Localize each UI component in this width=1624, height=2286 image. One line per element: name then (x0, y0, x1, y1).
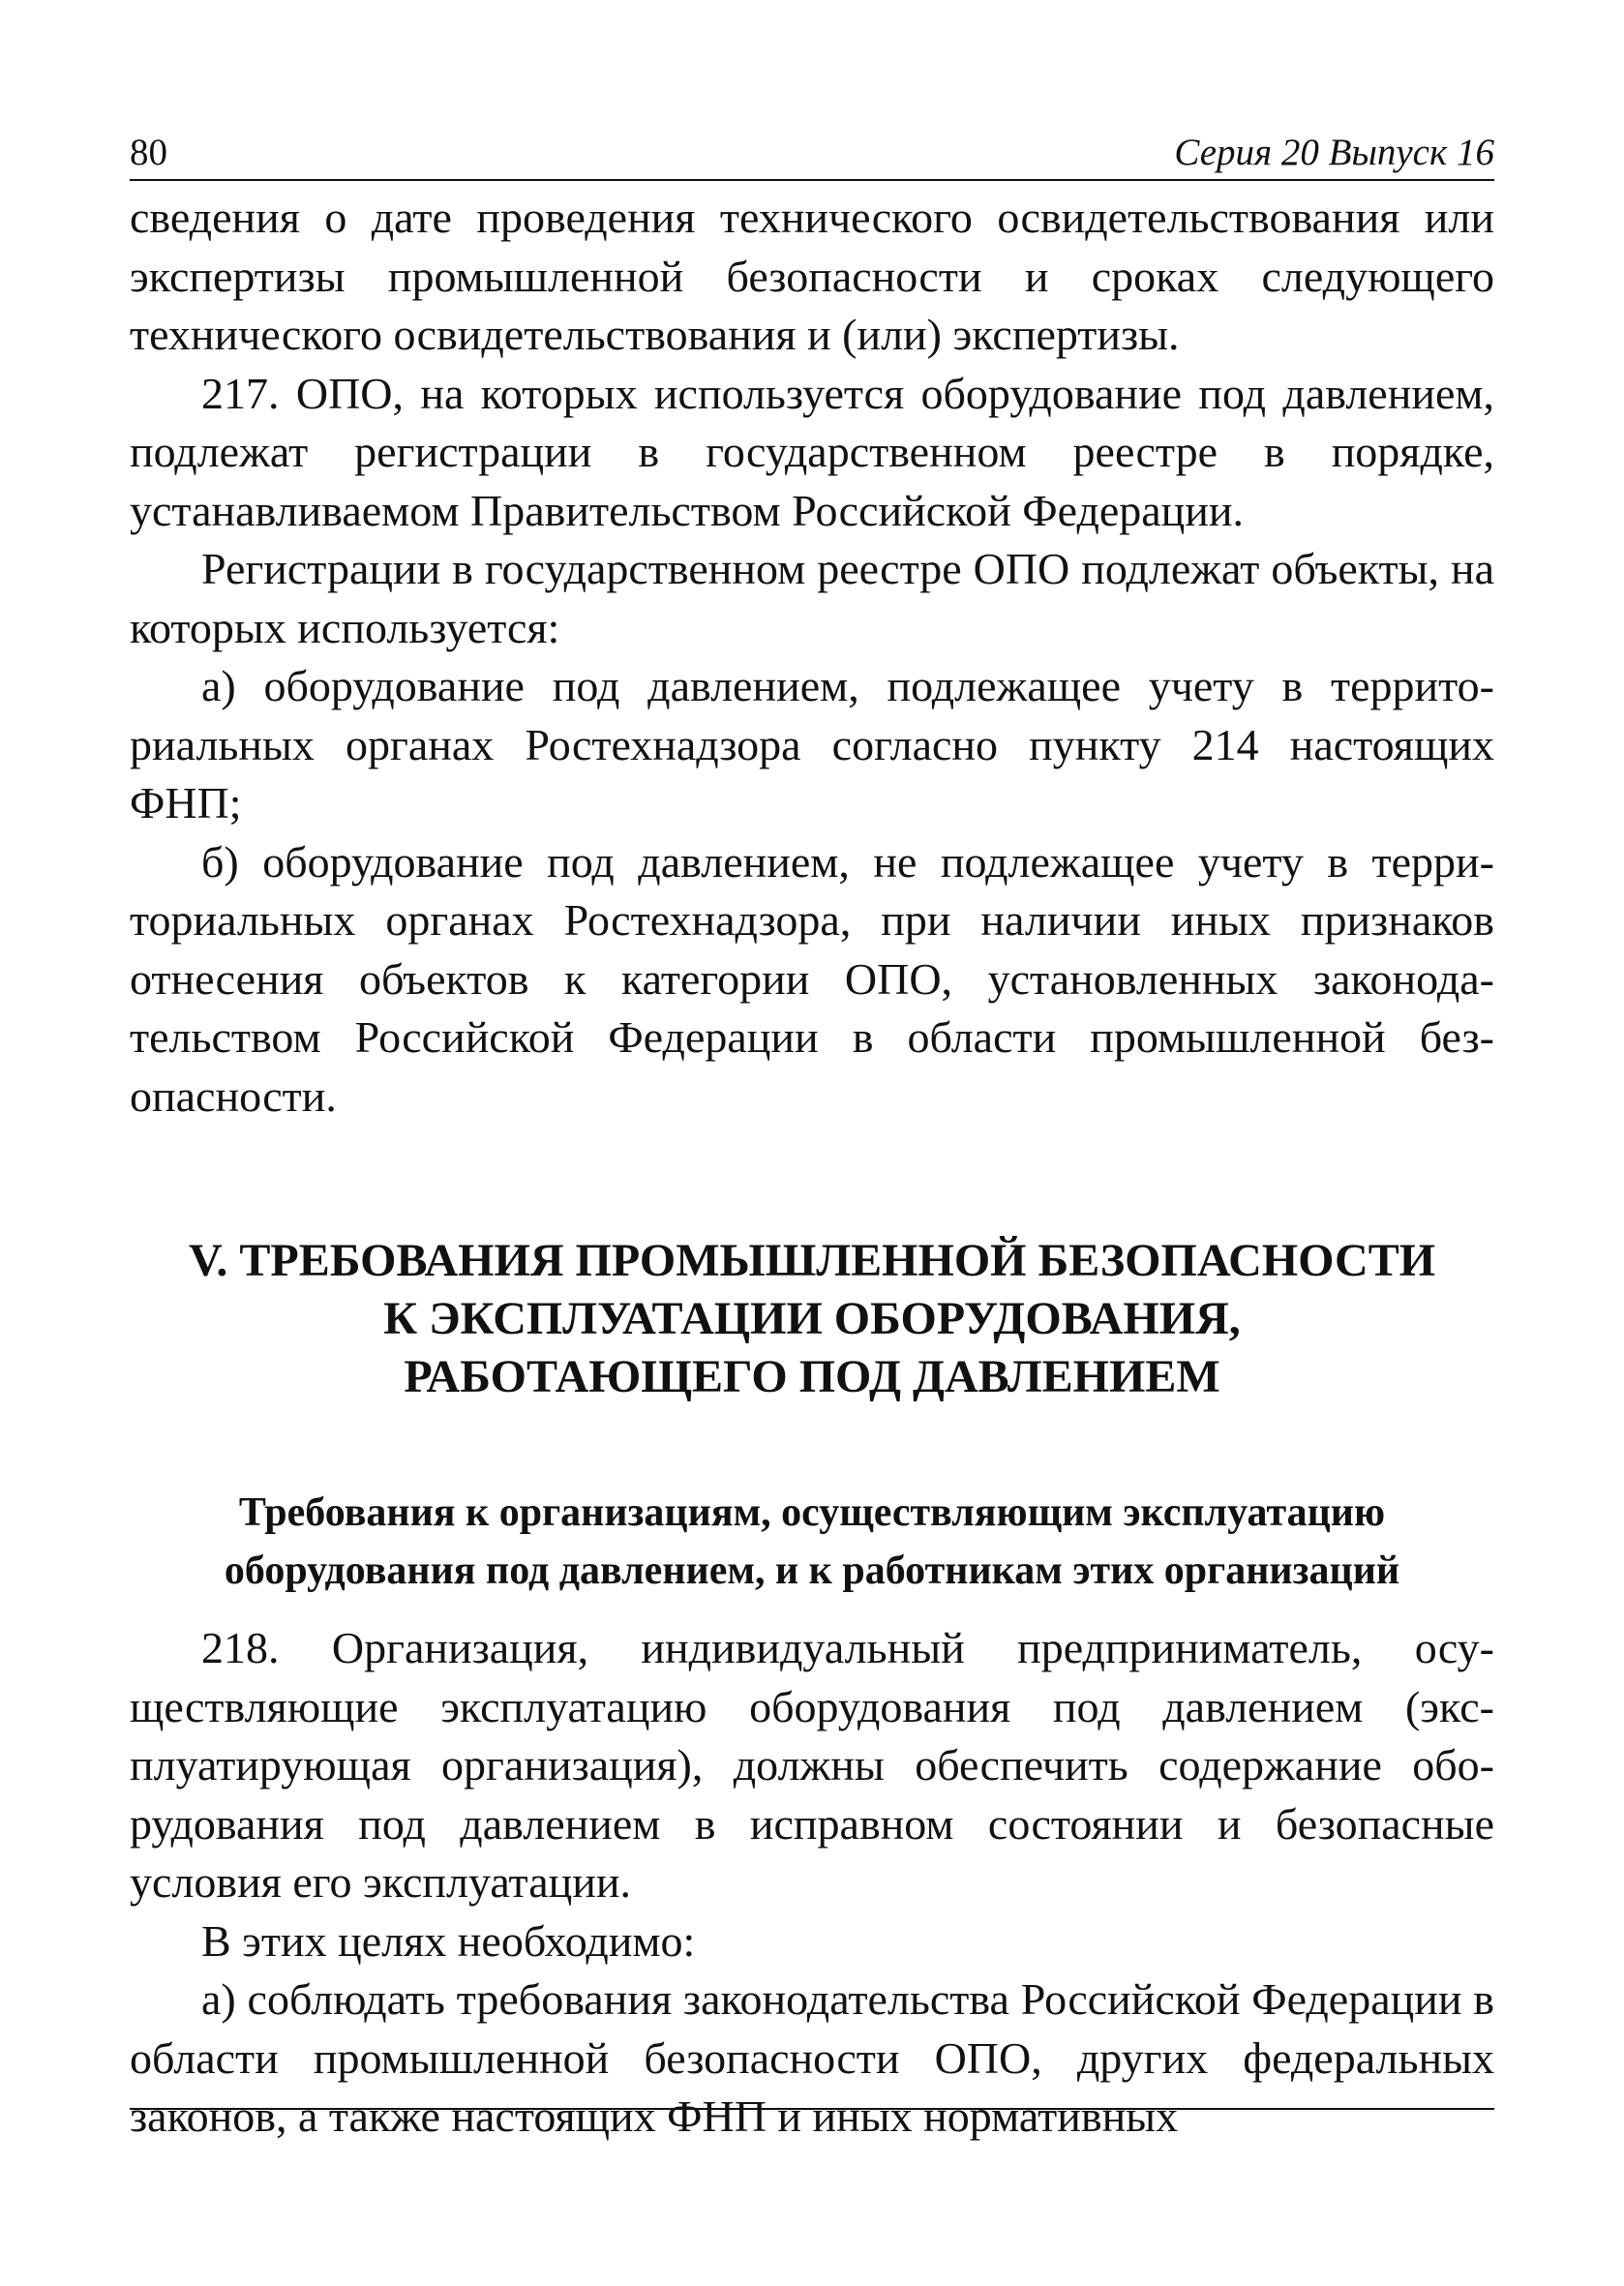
document-page (130, 131, 1494, 2147)
paragraph-218: 218. Организация, индивидуальный предприниматель, осуществляющие эксплуатацию оборудования под давлением (эксплуатирующая организация), должны обеспечить содержание оборудования под давлением в исправном состоянии и безопасные условия его эксплуатации. (130, 1623, 1494, 1907)
page-number: 80 (130, 132, 167, 173)
subsection-heading-line-1: Требования к организациям, осуществляющим эксплуатацию (238, 1490, 1386, 1535)
series-title: Серия 20 Выпуск 16 (1174, 132, 1494, 173)
section-heading-line-2: К ЭКСПЛУАТАЦИИ ОБОРУДОВАНИЯ, (383, 1293, 1241, 1344)
text-block-bottom (130, 1619, 1494, 2147)
list-item-a: а) оборудование под давлением, подлежащее учету в территориальных органах Ростехнадзора согласно пункту 214 настоящих ФНП; (130, 661, 1494, 827)
paragraph-purposes: В этих целях необходимо: (201, 1915, 696, 1966)
list-item-a-218: а) соблюдать требования законодательства Российской Федерации в области промышленной безопасности ОПО, других федеральных законов, а также настоящих ФНП и иных нормативных (130, 1974, 1494, 2141)
subsection-heading-line-2: оборудования под давлением, и к работникам этих организаций (224, 1549, 1400, 1593)
section-heading-line-1: V. ТРЕБОВАНИЯ ПРОМЫШЛЕННОЙ БЕЗОПАСНОСТИ (188, 1235, 1436, 1286)
footer-rule (130, 2108, 1494, 2110)
paragraph-registration: Регистрации в государственном реестре ОПО подлежат объекты, на которых используется: (130, 544, 1494, 652)
paragraph-217: 217. ОПО, на которых используется оборудование под давлением, подлежат регистрации в государственном реестре в порядке, устанавливаемом Правительством Российской Федерации. (130, 368, 1494, 535)
section-heading-line-3: РАБОТАЮЩЕГО ПОД ДАВЛЕНИЕМ (404, 1351, 1220, 1402)
list-item-b: б) оборудование под давлением, не подлежащее учету в территориальных органах Ростехнадзора, при наличии иных признаков отнесения объектов к категории ОПО, установленных законодательством Российской Федерации в области промышленной безопасности. (130, 836, 1494, 1121)
text-block-top (130, 189, 1494, 1126)
subsection-heading (130, 1484, 1494, 1600)
running-header (130, 131, 1494, 181)
paragraph-continuation: сведения о дате проведения технического освидетельствования или экспертизы промышленной безопасности и сроках следующего технического освидетельствования и (или) экспертизы. (130, 193, 1494, 359)
section-heading (130, 1232, 1494, 1406)
